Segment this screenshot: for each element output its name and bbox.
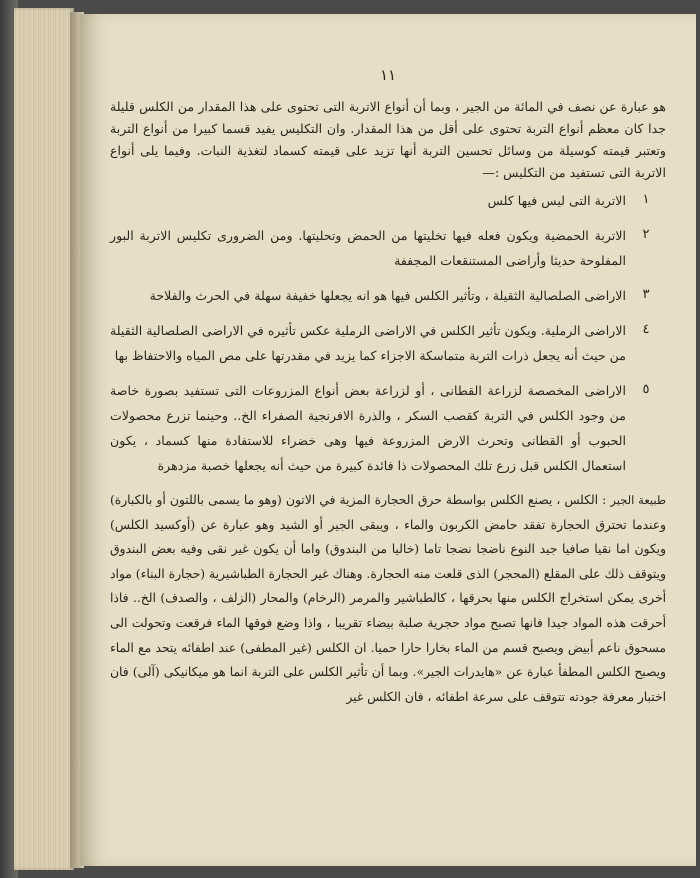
list-item-number: ٥ [642,382,650,397]
nature-of-lime-paragraph [110,488,666,709]
list-item [110,188,666,213]
list-item-text: الاتربة التى ليس فيها كلس [487,193,626,208]
list-item-number: ٣ [642,287,650,302]
soil-types-list [110,188,666,478]
book-page [80,14,696,866]
list-item-text: الاتربة الحمضية ويكون فعله فيها تخليتها من الحمض وتحليتها. ومن الضرورى تكليس الاتربة البور المفلوحة حديثا وأراضى المستنقعات المجففة [110,228,626,268]
list-item-text: الاراضى الرملية. ويكون تأثير الكلس في الاراضى الرملية عكس تأثيره في الاراضى الصلصالية الثقيلة من حيث أنه يجعل ذرات التربة متماسكة الاجزاء كما يزيد في مقدرتها على مص المياه والاحتفاظ بها [110,323,626,363]
intro-paragraph: هو عبارة عن نصف في المائة من الجير ، وبما أن أنواع الاتربة التى تحتوى على هذا المقدار من الكلس قليلة جدا كان معظم أنواع التربة تحتوى على أقل من هذا المقدار. وان التكليس يفيد قسما كبيرا من أنواع التربة وتعتبر قيمته كوسيلة من وسائل تحسين التربة أنها تزيد على قيمته كسماد لتغذية النبات. وفيما يلى أنواع الاتربة التى تستفيد من التكليس :— [110,99,666,180]
list-item [110,378,666,478]
section-colon: : [598,493,607,507]
list-item-number: ١ [642,192,650,207]
list-item [110,223,666,273]
list-item-number: ٢ [642,227,650,242]
list-item-number: ٤ [642,322,650,337]
list-item-text: الاراضى الصلصالية الثقيلة ، وتأثير الكلس فيها هو انه يجعلها خفيفة سهلة في الحرث والفلاحة [149,288,626,303]
page-stack [14,8,74,870]
page-number: ١١ [379,66,397,84]
page-content [110,96,666,709]
list-item [110,283,666,308]
section-side-label: طبيعة الجير [610,493,666,507]
list-item-text: الاراضى المخصصة لزراعة القطانى ، أو لزراعة بعض أنواع المزروعات التى تستفيد بصورة خاصة من وجود الكلس في التربة كقصب السكر ، والذرة الافرنجية الصفراء الخ.. وحينما تزرع محصولات الحبوب أو القطانى وتحرث الارض المزروعة فيها وهى خضراء للاستفادة منها كسماد ، يكون استعمال الكلس قبل زرع تلك المحصولات ذا فائدة كبيرة من حيث أنه يجعلها خصبة مزدهرة [110,383,626,473]
nature-of-lime-text: الكلس ، يصنع الكلس بواسطة حرق الحجارة المزية في الاتون (وهو ما يسمى باللتون أو بالكبارة) وعندما تحترق الحجارة تفقد حامض الكربون والماء ، ويبقى الجير أو الشيد وهو عبارة عن (أوكسيد الكلس) ويكون اما نقيا صافيا جيد النوع ناضجا نضجا تاما (خاليا من البندوق) واما أن يكون غير نقى وفيه بعض البندوق ويتوقف ذلك على المقلع (المحجر) الذى قلعت منه الحجارة. وهناك غير الحجارة الطباشيرية (حجارة البناء) مواد أخرى يمكن استخراج الكلس منها بحرقها ، كالطباشير والمرمر (الرخام) والمحار (الزلف ، والصدف) الخ.. فاذا أحرقت هذه المواد جيدا فانها تصبح مواد حجرية صلبة بيضاء تقريبا ، واذا وضع فوقها الماء فرقعت وتحولت الى مسحوق ناعم أبيض ويصبح قسم من الماء بخارا حارا حميا. ان الكلس (غير المطفى) عند اطفائه يتحد مع الماء ويصبح الكلس المطفأ عبارة عن «هايدرات الجير». وبما أن تأثير الكلس على التربة انما هو ميكانيكى (آلى) فان اختبار معرفة جودته تتوقف على سرعة اطفائه ، فان الكلس غير [110,493,666,704]
list-item [110,318,666,368]
